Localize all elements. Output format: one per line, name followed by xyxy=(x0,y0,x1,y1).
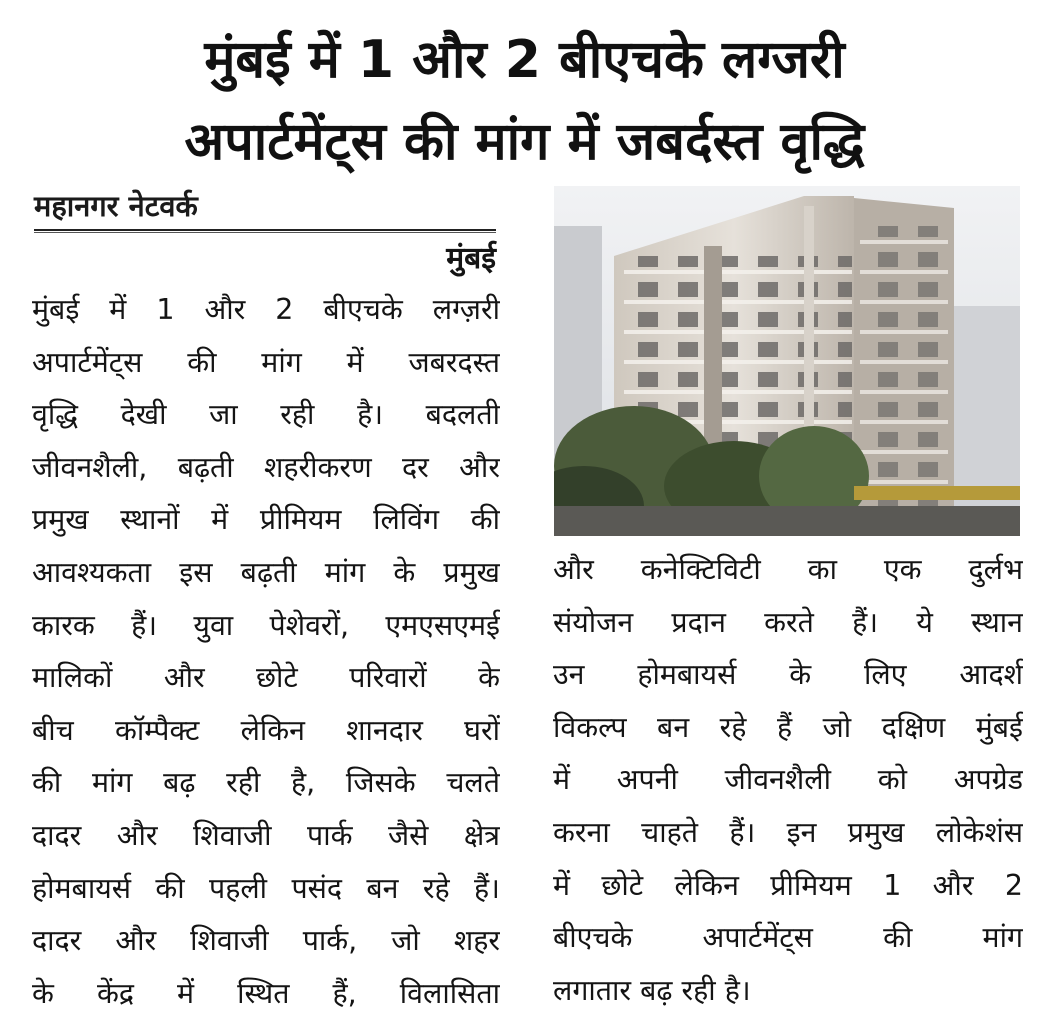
body-line: प्रमुख स्थानों में प्रीमियम लिविंग की xyxy=(32,503,500,537)
article-body-left-column xyxy=(32,284,500,1020)
body-line: मालिकों और छोटे परिवारों के xyxy=(32,661,500,695)
body-line: आवश्यकता इस बढ़ती मांग के प्रमुख xyxy=(32,555,500,589)
body-line: में अपनी जीवनशैली को अपग्रेड xyxy=(553,763,1023,797)
body-line: दादर और शिवाजी पार्क जैसे क्षेत्र xyxy=(32,818,500,852)
body-line: होमबायर्स की पहली पसंद बन रहे हैं। xyxy=(32,871,500,905)
body-line: संयोजन प्रदान करते हैं। ये स्थान xyxy=(553,605,1023,639)
body-line: उन होमबायर्स के लिए आदर्श xyxy=(553,658,1023,692)
body-line: में छोटे लेकिन प्रीमियम 1 और 2 xyxy=(553,868,1023,902)
body-line: दादर और शिवाजी पार्क, जो शहर xyxy=(32,924,500,958)
body-line: लगातार बढ़ रही है। xyxy=(553,973,751,1007)
body-line: करना चाहते हैं। इन प्रमुख लोकेशंस xyxy=(553,815,1023,849)
body-line: विकल्प बन रहे हैं जो दक्षिण मुंबई xyxy=(553,710,1023,744)
dateline: मुंबई xyxy=(446,241,496,276)
byline: महानगर नेटवर्क xyxy=(34,186,496,231)
headline-line-1: मुंबई में 1 और 2 बीएचके लग्जरी xyxy=(204,30,845,90)
byline-divider xyxy=(34,232,496,233)
body-line: बीएचके अपार्टमेंट्स की मांग xyxy=(553,921,1023,955)
body-line: जीवनशैली, बढ़ती शहरीकरण दर और xyxy=(32,450,500,484)
apartment-building-photo xyxy=(554,186,1020,536)
headline-line-2: अपार्टमेंट्स की मांग में जबर्दस्त वृद्धि xyxy=(184,112,865,172)
body-line: वृद्धि देखी जा रही है। बदलती xyxy=(32,398,500,432)
body-line: कारक हैं। युवा पेशेवरों, एमएसएमई xyxy=(32,608,500,642)
body-line: मुंबई में 1 और 2 बीएचके लग्ज़री xyxy=(32,293,500,326)
article-body-right-column xyxy=(553,544,1023,1017)
body-line: बीच कॉम्पैक्ट लेकिन शानदार घरों xyxy=(32,713,500,747)
body-line: और कनेक्टिविटी का एक दुर्लभ xyxy=(553,553,1023,586)
body-line: की मांग बढ़ रही है, जिसके चलते xyxy=(32,766,500,800)
body-line: अपार्टमेंट्स की मांग में जबरदस्त xyxy=(32,345,500,379)
body-line: के केंद्र में स्थित हैं, विलासिता xyxy=(32,976,500,1010)
